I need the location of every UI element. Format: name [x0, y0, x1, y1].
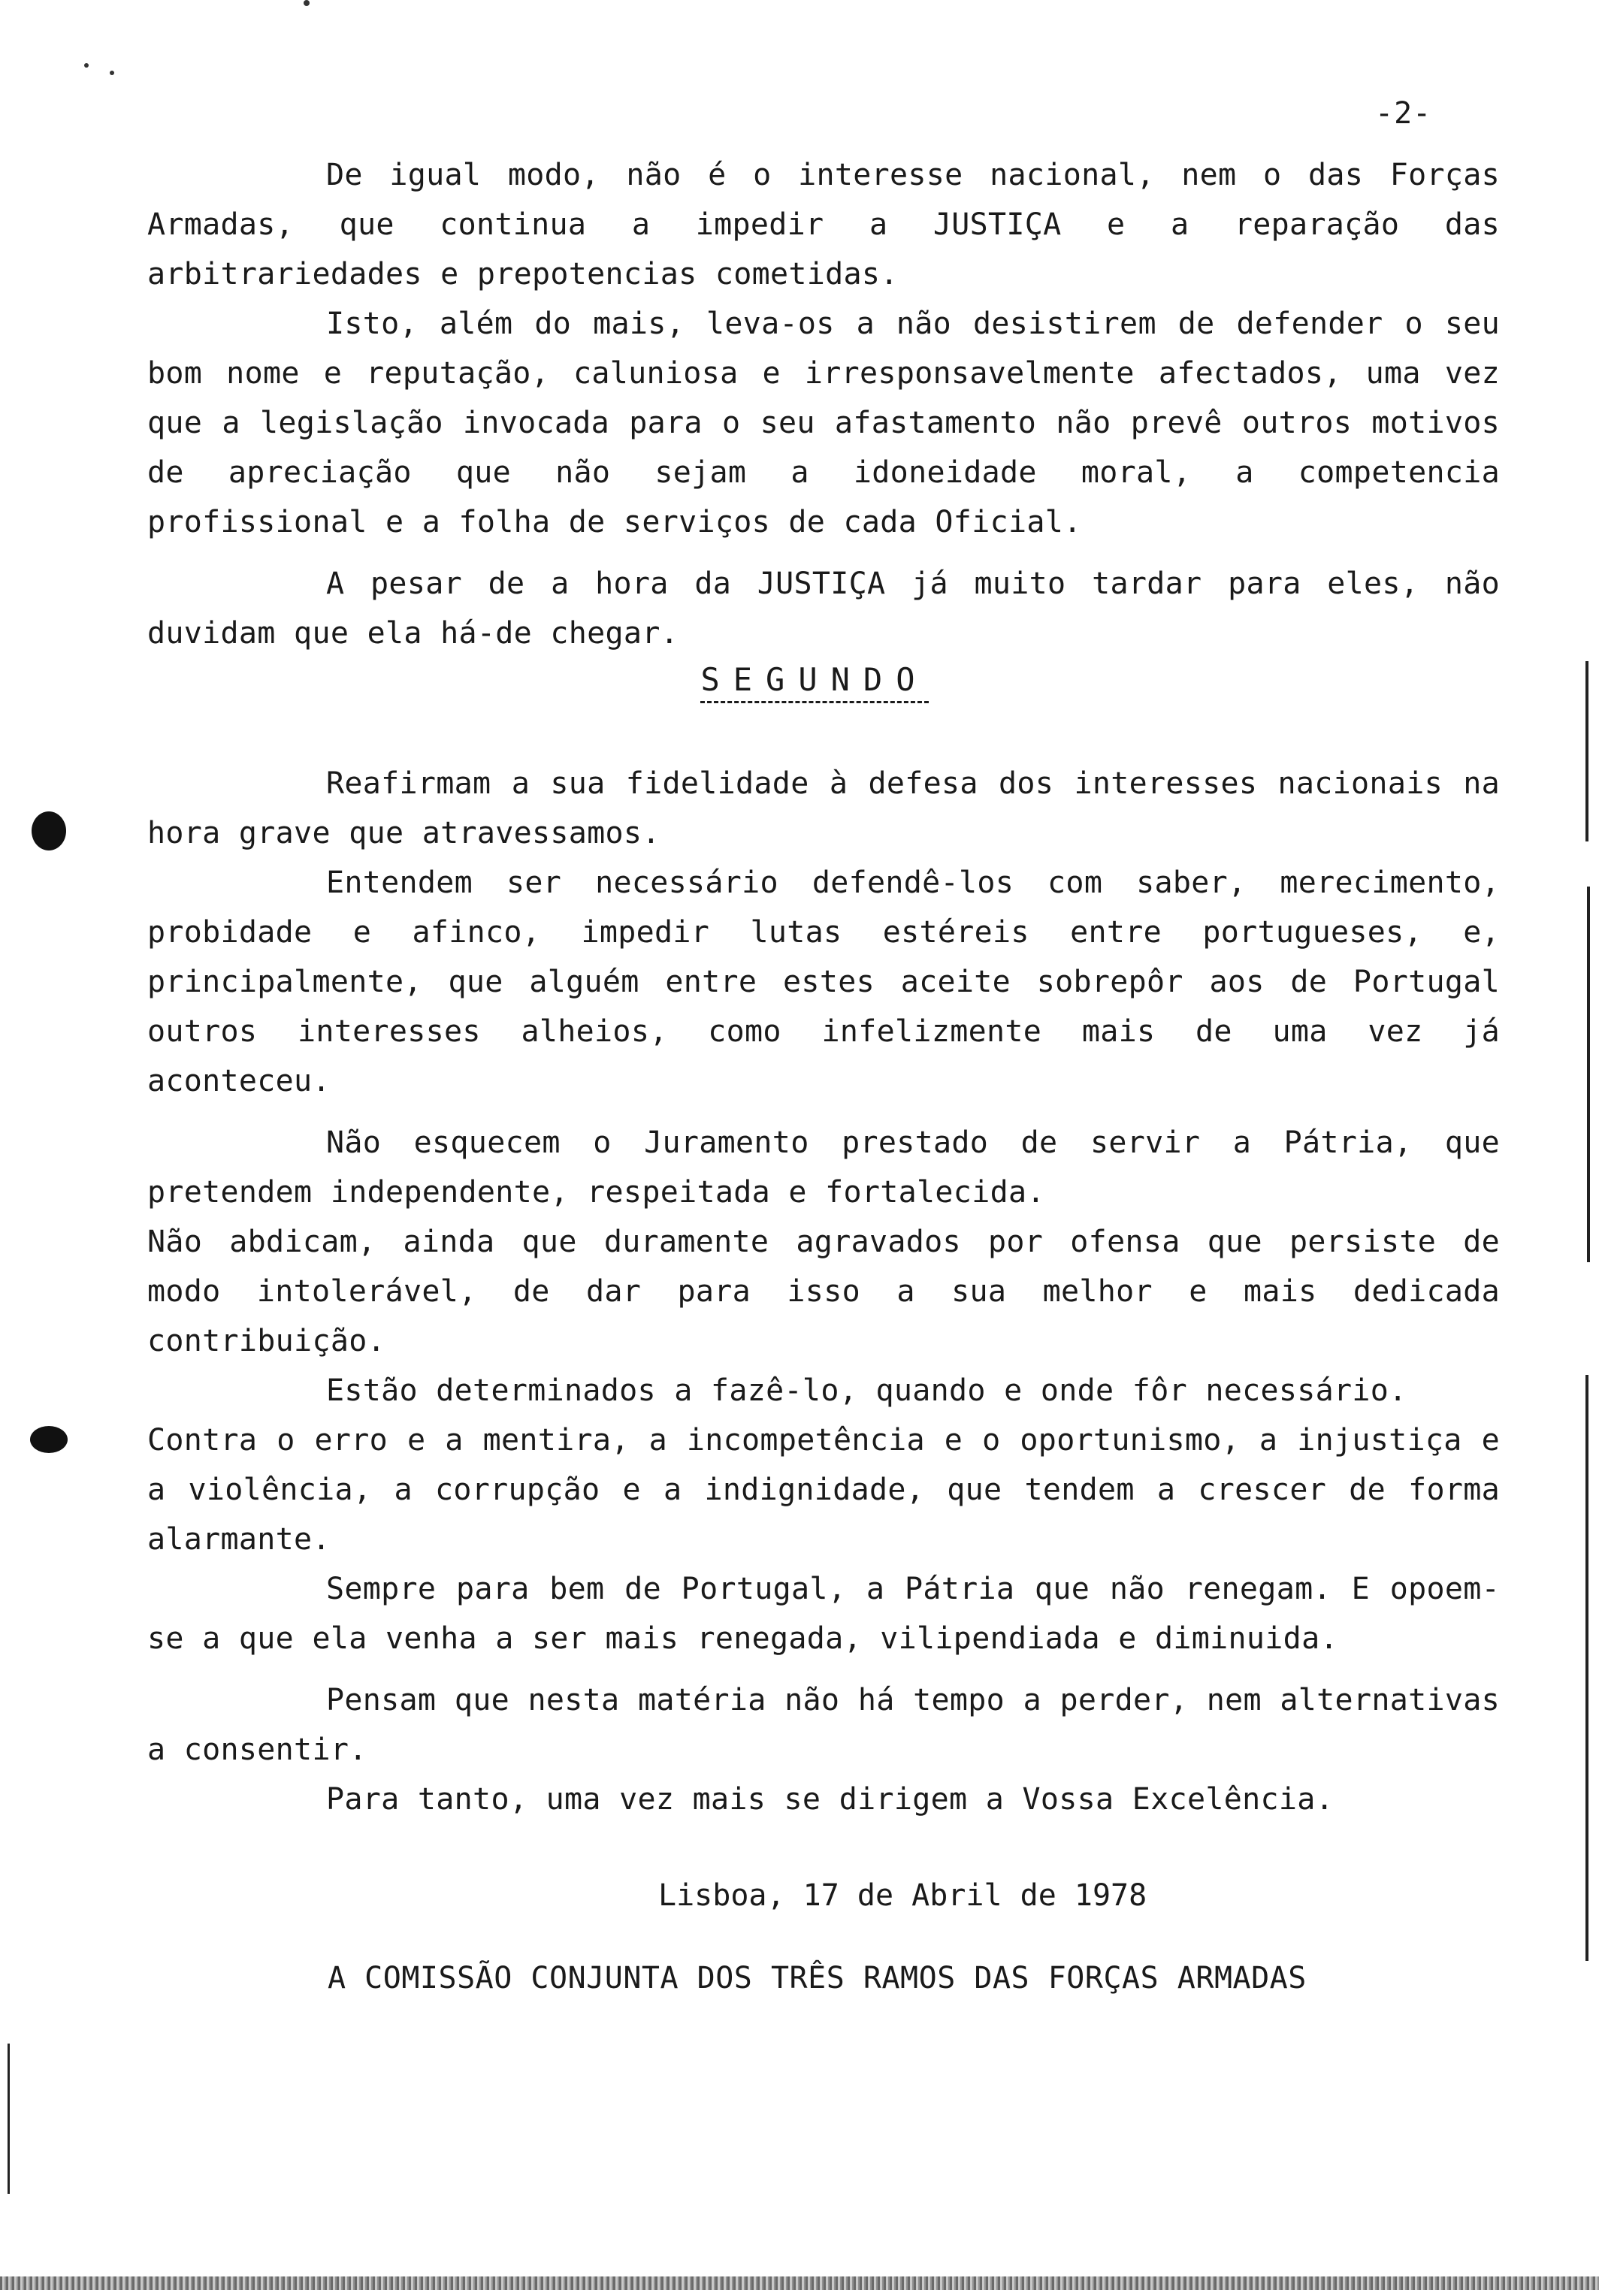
paragraph: Sempre para bem de Portugal, a Pátria que não renegam. E opoem-se a que ela venha a ser mais renegada, vilipendiada e diminuida.: [147, 1572, 1500, 1656]
paragraph: Entendem ser necessário defendê-los com saber, merecimento, probidade e afinco, impedir lutas estéreis entre portugueses, e, principalmente, que alguém entre estes aceite sobrepôr aos de Portugal outros interesses alheios, como infelizmente mais de uma vez já aconteceu.: [147, 866, 1500, 1098]
punch-hole-mark: [30, 1426, 68, 1453]
paragraph: Não esquecem o Juramento prestado de servir a Pátria, que pretendem independente, respeitada e fortalecida.: [147, 1125, 1500, 1210]
scan-edge-line: [8, 2044, 10, 2194]
scan-bottom-edge: [0, 2276, 1599, 2290]
scan-speck: [84, 63, 89, 68]
paragraph: De igual modo, não é o interesse nacional, nem o das Forças Armadas, que continua a impedir a JUSTIÇA e a reparação das arbitrariedades e prepotencias cometidas.: [147, 158, 1500, 292]
paragraph: Reafirmam a sua fidelidade à defesa dos interesses nacionais na hora grave que atravessamos.: [147, 766, 1500, 850]
closing-signatory: A COMISSÃO CONJUNTA DOS TRÊS RAMOS DAS FORÇAS ARMADAS: [328, 1961, 1307, 1995]
paragraph: Estão determinados a fazê-lo, quando e onde fôr necessário.: [326, 1373, 1407, 1408]
paragraph: Contra o erro e a mentira, a incompetência e o oportunismo, a injustiça e a violência, a corrupção e a indignidade, que tendem a crescer de forma alarmante.: [147, 1423, 1500, 1557]
paragraph: A pesar de a hora da JUSTIÇA já muito tardar para eles, não duvidam que ela há-de chegar.: [147, 566, 1500, 651]
page-number: -2-: [1375, 96, 1432, 131]
paragraph: Isto, além do mais, leva-os a não desistirem de defender o seu bom nome e reputação, caluniosa e irresponsavelmente afectados, uma vez que a legislação invocada para o seu afastamento não prevê outros motivos de apreciação que não sejam a idoneidade moral, a competencia profissional e a folha de serviços de cada Oficial.: [147, 307, 1500, 539]
scan-edge-line: [1585, 1375, 1588, 1961]
scan-speck: [304, 0, 310, 6]
closing-date: Lisboa, 17 de Abril de 1978: [658, 1878, 1147, 1913]
section-first-continuation: [147, 150, 1500, 658]
section-second: [147, 759, 1500, 1824]
section-heading-text: SEGUNDO: [700, 661, 928, 703]
scan-edge-line: [1585, 661, 1588, 841]
paragraph: Pensam que nesta matéria não há tempo a perder, nem alternativas a consentir.: [147, 1683, 1500, 1767]
section-heading: [0, 661, 1599, 703]
paragraph: Não abdicam, ainda que duramente agravados por ofensa que persiste de modo intolerável, de dar para isso a sua melhor e mais dedicada contribuição.: [147, 1225, 1500, 1358]
scan-speck: [110, 71, 114, 75]
punch-hole-mark: [32, 811, 66, 850]
scan-edge-line: [1587, 887, 1590, 1262]
paragraph: Para tanto, uma vez mais se dirigem a Vossa Excelência.: [326, 1782, 1335, 1817]
